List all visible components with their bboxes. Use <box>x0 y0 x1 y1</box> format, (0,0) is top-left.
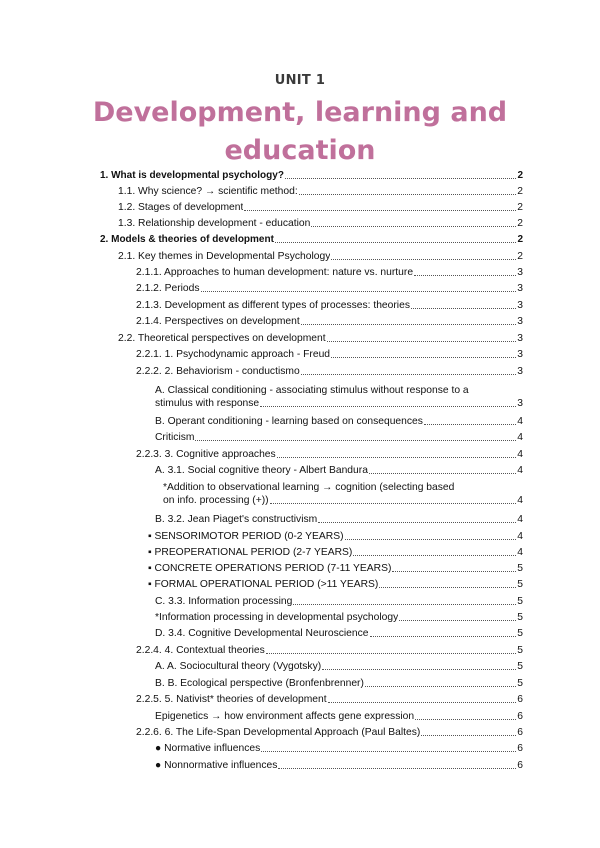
toc-entry[interactable]: B. Operant conditioning - learning based on consequences 4 <box>155 416 523 427</box>
toc-entry[interactable]: 2.2.5. 5. Nativist* theories of development 6 <box>136 694 523 705</box>
toc-entry[interactable]: A. 3.1. Social cognitive theory - Albert Bandura 4 <box>155 465 523 476</box>
toc-entry[interactable]: 2.2.4. 4. Contextual theories 5 <box>136 645 523 656</box>
toc-entry[interactable]: 1.1. Why science? → scientific method: 2 <box>118 186 523 197</box>
toc-entry[interactable]: Epigenetics → how environment affects gene expression 6 <box>155 711 523 722</box>
toc-entry[interactable]: 2.1.3. Development as different types of processes: theories 3 <box>136 300 523 311</box>
toc-entry[interactable]: D. 3.4. Cognitive Developmental Neuroscience 5 <box>155 628 523 639</box>
toc-entry[interactable]: 2.2. Theoretical perspectives on development 3 <box>118 333 523 344</box>
toc-entry[interactable]: B. 3.2. Jean Piaget's constructivism 4 <box>155 514 523 525</box>
toc-entry[interactable]: A. A. Sociocultural theory (Vygotsky) 5 <box>155 661 523 672</box>
toc-entry[interactable]: *Information processing in developmental psychology 5 <box>155 612 523 623</box>
toc-entry[interactable]: B. B. Ecological perspective (Bronfenbrenner) 5 <box>155 678 523 689</box>
toc-entry[interactable]: ▪ PREOPERATIONAL PERIOD (2-7 YEARS) 4 <box>148 547 523 558</box>
unit-label: UNIT 1 <box>274 73 326 88</box>
toc-entry[interactable]: 2.1.4. Perspectives on development 3 <box>136 316 523 327</box>
toc-entry[interactable]: 2.2.3. 3. Cognitive approaches 4 <box>136 449 523 460</box>
toc-entry[interactable]: 2.2.6. 6. The Life-Span Developmental Approach (Paul Baltes) 6 <box>136 727 523 738</box>
toc-entry[interactable]: 1. What is developmental psychology? 2 <box>100 170 523 181</box>
toc-entry[interactable]: 2.1.1. Approaches to human development: nature vs. nurture 3 <box>136 267 523 278</box>
toc-entry[interactable]: ● Normative influences 6 <box>155 743 523 754</box>
toc-entry[interactable]: ▪ SENSORIMOTOR PERIOD (0-2 YEARS) 4 <box>148 531 523 542</box>
toc-entry[interactable]: 1.3. Relationship development - education 2 <box>118 218 523 229</box>
title-line-2: education <box>224 135 376 166</box>
toc-entry[interactable]: 2.2.2. 2. Behaviorism - conductismo 3 <box>136 366 523 377</box>
toc-entry[interactable]: 1.2. Stages of development 2 <box>118 202 523 213</box>
title-line-1: Development, learning and <box>92 97 508 128</box>
toc-entry[interactable]: ▪ FORMAL OPERATIONAL PERIOD (>11 YEARS) 5 <box>148 579 523 590</box>
toc-entry[interactable]: 2.1.2. Periods 3 <box>136 283 523 294</box>
document-title <box>60 94 540 170</box>
toc-entry[interactable]: C. 3.3. Information processing 5 <box>155 596 523 607</box>
toc-entry[interactable]: Criticism 4 <box>155 432 523 443</box>
toc-entry[interactable]: ● Nonnormative influences 6 <box>155 760 523 771</box>
toc-entry[interactable]: 2.2.1. 1. Psychodynamic approach - Freud 3 <box>136 349 523 360</box>
toc-entry[interactable]: 2.1. Key themes in Developmental Psychology 2 <box>118 251 523 262</box>
toc-entry[interactable]: 2. Models & theories of development 2 <box>100 234 523 245</box>
toc-entry[interactable]: ▪ CONCRETE OPERATIONS PERIOD (7-11 YEARS) 5 <box>148 563 523 574</box>
